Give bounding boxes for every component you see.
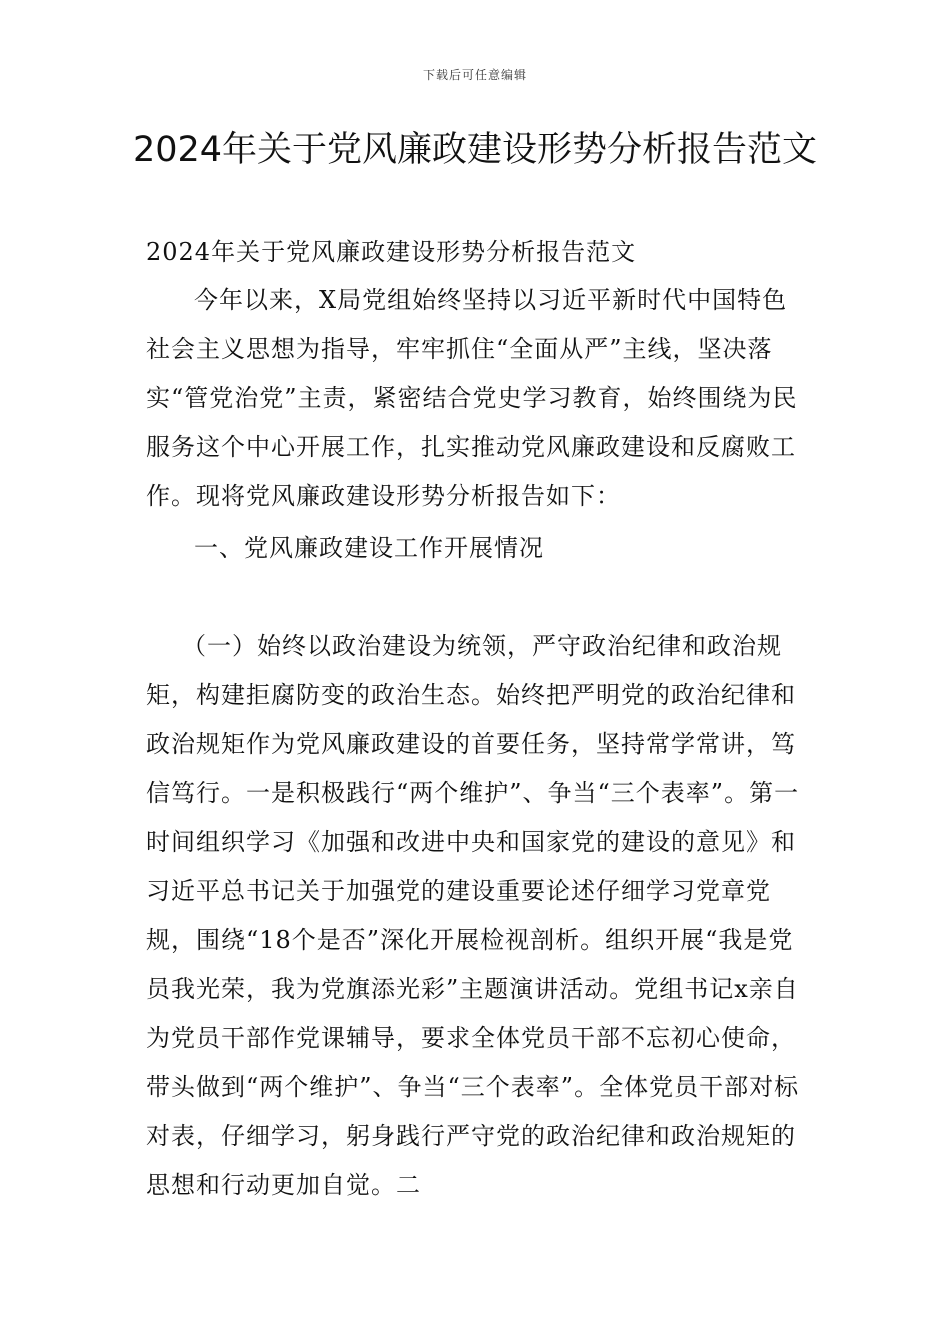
intro-paragraph: 今年以来，X局党组始终坚持以习近平新时代中国特色社会主义思想为指导，牢牢抓住“全面从严”主线，坚决落实“管党治党”主责，紧密结合党史学习教育，始终围绕为民服务这个中心开展工作，扎实推动党风廉政建设和反腐败工作。现将党风廉政建设形势分析报告如下： [146,286,798,510]
subtitle-line: 2024年关于党风廉政建设形势分析报告范文 [146,238,637,266]
section-heading: 一、党风廉政建设工作开展情况 [194,534,544,562]
header-note: 下载后可任意编辑 [422,68,527,82]
document-title: 2024年关于党风廉政建设形势分析报告范文 [132,130,818,170]
body-paragraph: （一）始终以政治建设为统领，严守政治纪律和政治规矩，构建拒腐防变的政治生态。始终把严明党的政治纪律和政治规矩作为党风廉政建设的首要任务，坚持常学常讲，笃信笃行。一是积极践行“两个维护”、争当“三个表率”。第一时间组织学习《加强和改进中央和国家党的建设的意见》和习近平总书记关于加强党的建设重要论述仔细学习党章党规，围绕“18个是否”深化开展检视剖析。组织开展“我是党员我光荣，我为党旗添光彩”主题演讲活动。党组书记x亲自为党员干部作党课辅导，要求全体党员干部不忘初心使命，带头做到“两个维护”、争当“三个表率”。全体党员干部对标对表，仔细学习，躬身践行严守党的政治纪律和政治规矩的思想和行动更加自觉。二 [146,632,800,1199]
